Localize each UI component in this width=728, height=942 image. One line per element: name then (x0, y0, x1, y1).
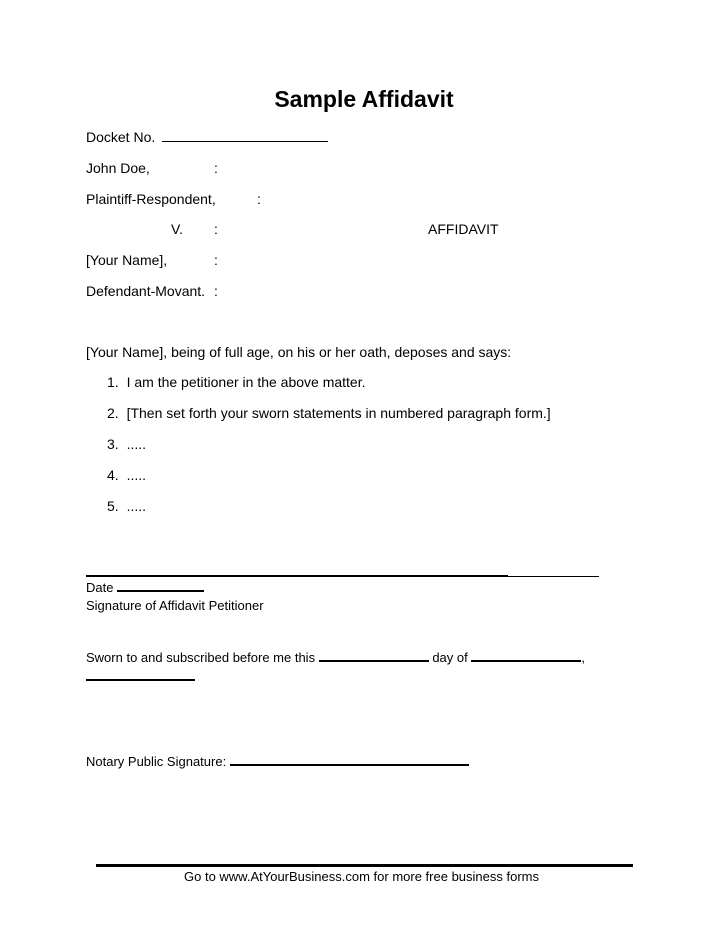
footer-divider (96, 864, 633, 867)
list-text: [Then set forth your sworn statements in numbered paragraph form.] (126, 405, 551, 421)
caption-colon: : (257, 191, 261, 207)
list-text: I am the petitioner in the above matter. (126, 374, 366, 390)
plaintiff-name: John Doe, (86, 160, 150, 176)
page-title: Sample Affidavit (274, 86, 454, 112)
affidavit-label: AFFIDAVIT (428, 221, 499, 237)
caption-colon: : (214, 160, 218, 176)
list-number: 4. (107, 467, 119, 483)
docket-label: Docket No. (86, 129, 156, 145)
sworn-day-of: day of (432, 650, 468, 665)
list-item (107, 374, 366, 390)
caption-colon: : (214, 283, 218, 299)
list-item (107, 498, 146, 514)
notary-label: Notary Public Signature: (86, 754, 227, 769)
notary-signature-blank[interactable] (230, 764, 469, 766)
plaintiff-role: Plaintiff-Respondent, (86, 191, 216, 207)
defendant-role: Defendant-Movant. (86, 283, 206, 299)
signature-line-extension (508, 576, 599, 577)
signature-caption: Signature of Affidavit Petitioner (86, 598, 264, 613)
date-label: Date (86, 580, 114, 595)
intro-statement: [Your Name], being of full age, on his or her oath, deposes and says: (86, 344, 512, 360)
date-field (86, 580, 204, 595)
list-number: 2. (107, 405, 119, 421)
sworn-prefix: Sworn to and subscribed before me this (86, 650, 316, 665)
signature-line[interactable] (86, 575, 508, 577)
caption-colon: : (214, 252, 218, 268)
sworn-day-blank[interactable] (319, 660, 429, 662)
docket-blank[interactable] (162, 141, 328, 142)
date-blank[interactable] (117, 590, 204, 592)
list-item (107, 405, 551, 421)
sworn-comma: , (581, 650, 585, 665)
list-text: ..... (126, 498, 147, 514)
sworn-month-blank[interactable] (471, 660, 581, 662)
footer-text: Go to www.AtYourBusiness.com for more free business forms (184, 869, 539, 884)
list-number: 5. (107, 498, 119, 514)
list-number: 1. (107, 374, 119, 390)
list-item (107, 436, 146, 452)
sworn-line (86, 650, 585, 665)
list-text: ..... (126, 467, 147, 483)
list-item (107, 467, 146, 483)
versus-label: V. (171, 221, 183, 237)
list-text: ..... (126, 436, 147, 452)
caption-colon: : (214, 221, 218, 237)
docket-line (86, 129, 328, 145)
sworn-year-blank[interactable] (86, 679, 195, 681)
list-number: 3. (107, 436, 119, 452)
defendant-name: [Your Name], (86, 252, 168, 268)
notary-line (86, 754, 469, 769)
